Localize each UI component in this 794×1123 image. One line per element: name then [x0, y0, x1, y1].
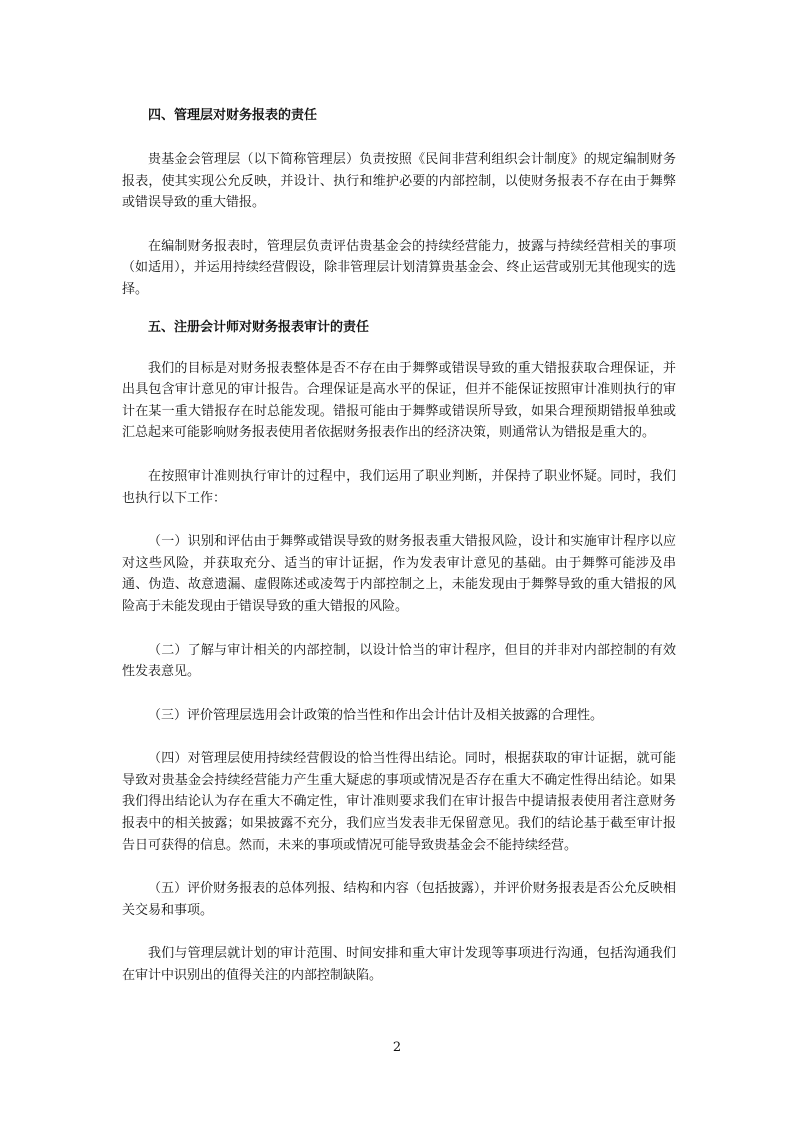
document-page — [122, 100, 676, 987]
paragraph: 在编制财务报表时，管理层负责评估贵基金会的持续经营能力，披露与持续经营相关的事项（如适用），并运用持续经营假设，除非管理层计划清算贵基金会、终止运营或别无其他现实的选择。 — [122, 238, 676, 297]
list-item-paragraph: （二）了解与审计相关的内部控制，以设计恰当的审计程序，但目的并非对内部控制的有效性发表意见。 — [122, 642, 676, 680]
list-item-paragraph: （四）对管理层使用持续经营假设的恰当性得出结论。同时，根据获取的审计证据，就可能导致对贵基金会持续经营能力产生重大疑虑的事项或情况是否存在重大不确定性得出结论。如果我们得出结论认为存在重大不确定性，审计准则要求我们在审计报告中提请报表使用者注意财务报表中的相关披露；如果披露不充分，我们应当发表非无保留意见。我们的结论基于截至审计报告日可获得的信息。然而，未来的事项或情况可能导致贵基金会不能持续经营。 — [122, 751, 676, 853]
paragraph: 在按照审计准则执行审计的过程中，我们运用了职业判断，并保持了职业怀疑。同时，我们也执行以下工作： — [122, 468, 676, 506]
paragraph: 我们与管理层就计划的审计范围、时间安排和重大审计发现等事项进行沟通，包括沟通我们在审计中识别出的值得关注的内部控制缺陷。 — [122, 946, 676, 984]
section-heading-management-responsibility: 四、管理层对财务报表的责任 — [148, 108, 318, 123]
paragraph: 我们的目标是对财务报表整体是否不存在由于舞弊或错误导致的重大错报获取合理保证，并出具包含审计意见的审计报告。合理保证是高水平的保证，但并不能保证按照审计准则执行的审计在某一重大错报存在时总能发现。错报可能由于舞弊或错误所导致，如果合理预期错报单独或汇总起来可能影响财务报表使用者依据财务报表作出的经济决策，则通常认为错报是重大的。 — [122, 360, 676, 441]
list-item-paragraph: （一）识别和评估由于舞弊或错误导致的财务报表重大错报风险，设计和实施审计程序以应对这些风险，并获取充分、适当的审计证据，作为发表审计意见的基础。由于舞弊可能涉及串通、伪造、故意遗漏、虚假陈述或凌驾于内部控制之上，未能发现由于舞弊导致的重大错报的风险高于未能发现由于错误导致的重大错报的风险。 — [122, 534, 676, 614]
list-item-paragraph: （三）评价管理层选用会计政策的恰当性和作出会计估计及相关披露的合理性。 — [148, 707, 604, 723]
paragraph: 贵基金会管理层（以下简称管理层）负责按照《民间非营利组织会计制度》的规定编制财务报表，使其实现公允反映，并设计、执行和维护必要的内部控制，以使财务报表不存在由于舞弊或错误导致的重大错报。 — [122, 152, 676, 211]
section-heading-auditor-responsibility: 五、注册会计师对财务报表审计的责任 — [148, 319, 370, 335]
list-item-paragraph: （五）评价财务报表的总体列报、结构和内容（包括披露），并评价财务报表是否公允反映相关交易和事项。 — [122, 881, 676, 918]
page-number: 2 — [392, 1040, 402, 1055]
